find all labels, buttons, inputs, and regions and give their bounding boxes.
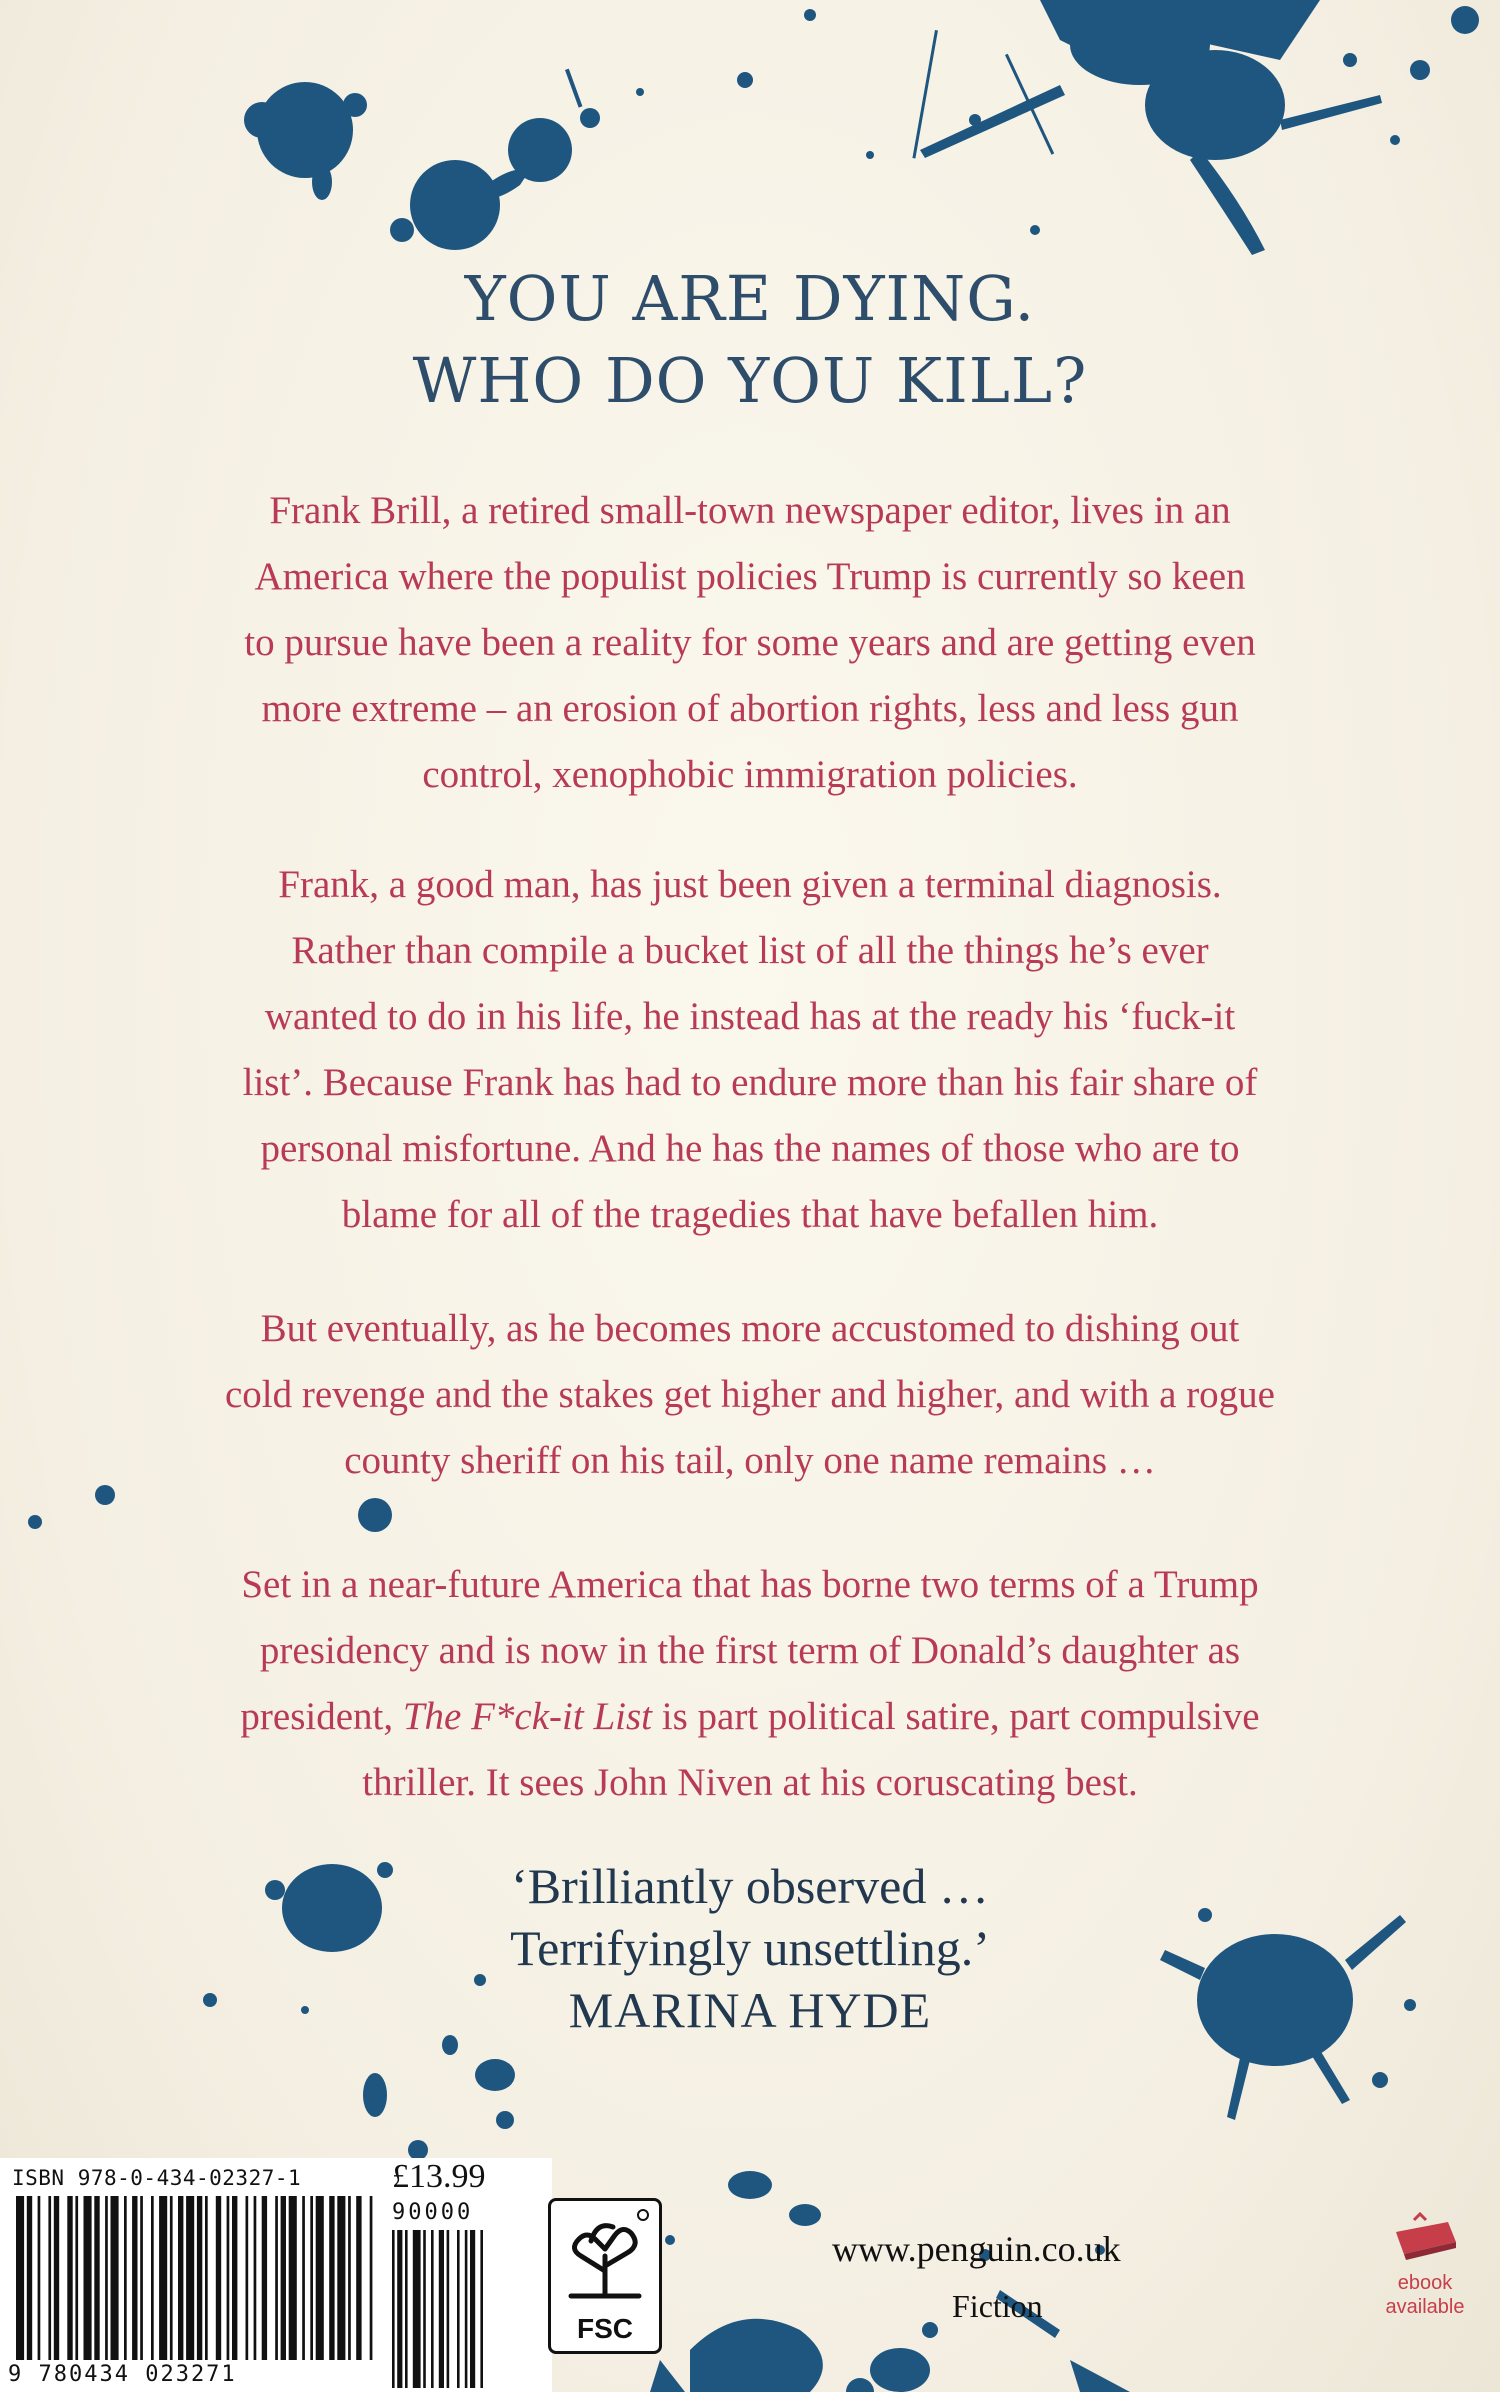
barcode-digits: 9 780434 023271 <box>8 2362 237 2387</box>
isbn-text: ISBN 978-0-434-02327-1 <box>12 2166 302 2190</box>
blurb-line: blame for all of the tragedies that have befallen him. <box>341 1193 1159 1236</box>
quote-attribution: MARINA HYDE <box>568 1982 932 2038</box>
fsc-logo <box>548 2198 662 2354</box>
headline <box>0 258 1500 422</box>
blurb-line <box>60 1684 1440 1750</box>
quote-line-2: Terrifyingly unsettling.’ <box>510 1920 990 1976</box>
blurb-line: list’. Because Frank has had to endure more than his fair share of <box>242 1061 1258 1104</box>
blurb-line: America where the populist policies Trump is currently so keen <box>254 555 1246 598</box>
blurb-line: But eventually, as he becomes more accustomed to dishing out <box>260 1307 1240 1350</box>
barcode-panel <box>0 2158 552 2392</box>
blurb-line: presidency and is now in the first term of Donald’s daughter as <box>259 1629 1241 1672</box>
headline-line-2: WHO DO YOU KILL? <box>412 344 1088 417</box>
blurb-text: is part political satire, part compulsive <box>652 1695 1260 1738</box>
blurb-paragraph-1 <box>60 478 1440 808</box>
blurb-line: control, xenophobic immigration policies. <box>422 753 1078 796</box>
genre-label: Fiction <box>952 2288 1043 2324</box>
blurb-line: Set in a near-future America that has borne two terms of a Trump <box>241 1563 1259 1606</box>
ebook-label-line-2: available <box>1385 2296 1465 2318</box>
blurb-line: more extreme – an erosion of abortion rights, less and less gun <box>261 687 1239 730</box>
blurb-line: Frank Brill, a retired small-town newspaper editor, lives in an <box>269 489 1231 532</box>
blurb-line: Rather than compile a bucket list of all the things he’s ever <box>291 929 1209 972</box>
headline-line-1: YOU ARE DYING. <box>464 262 1036 335</box>
ebook-badge <box>1375 2212 1475 2319</box>
review-quote <box>300 1855 1200 2041</box>
blurb-line: Frank, a good man, has just been given a terminal diagnosis. <box>278 863 1222 906</box>
fsc-tree-icon <box>551 2201 659 2311</box>
blurb-line: personal misfortune. And he has the names of those who are to <box>260 1127 1240 1170</box>
ebook-label-line-1: ebook <box>1397 2272 1453 2294</box>
blurb-line: to pursue have been a reality for some years and are getting even <box>244 621 1256 664</box>
publisher-website: www.penguin.co.uk <box>832 2229 1121 2269</box>
blurb-line: thriller. It sees John Niven at his coruscating best. <box>362 1761 1138 1804</box>
blurb-line: county sheriff on his tail, only one name remains … <box>344 1439 1156 1482</box>
blurb-paragraph-4 <box>60 1552 1440 1816</box>
book-title: The F*ck-it List <box>402 1695 652 1738</box>
blurb-paragraph-3 <box>60 1296 1440 1494</box>
blurb-text: president, <box>240 1695 403 1738</box>
blurb-line: wanted to do in his life, he instead has at the ready his ‘fuck-it <box>264 995 1236 1038</box>
price: £13.99 <box>392 2158 486 2195</box>
quote-line-1: ‘Brilliantly observed … <box>511 1858 989 1914</box>
blurb-line: cold revenge and the stakes get higher and higher, and with a rogue <box>225 1373 1275 1416</box>
fsc-label: FSC <box>577 2313 633 2344</box>
blurb-paragraph-2 <box>60 852 1440 1248</box>
ebook-icon <box>1390 2212 1460 2266</box>
barcode-addon-digits: 90000 <box>392 2200 474 2225</box>
